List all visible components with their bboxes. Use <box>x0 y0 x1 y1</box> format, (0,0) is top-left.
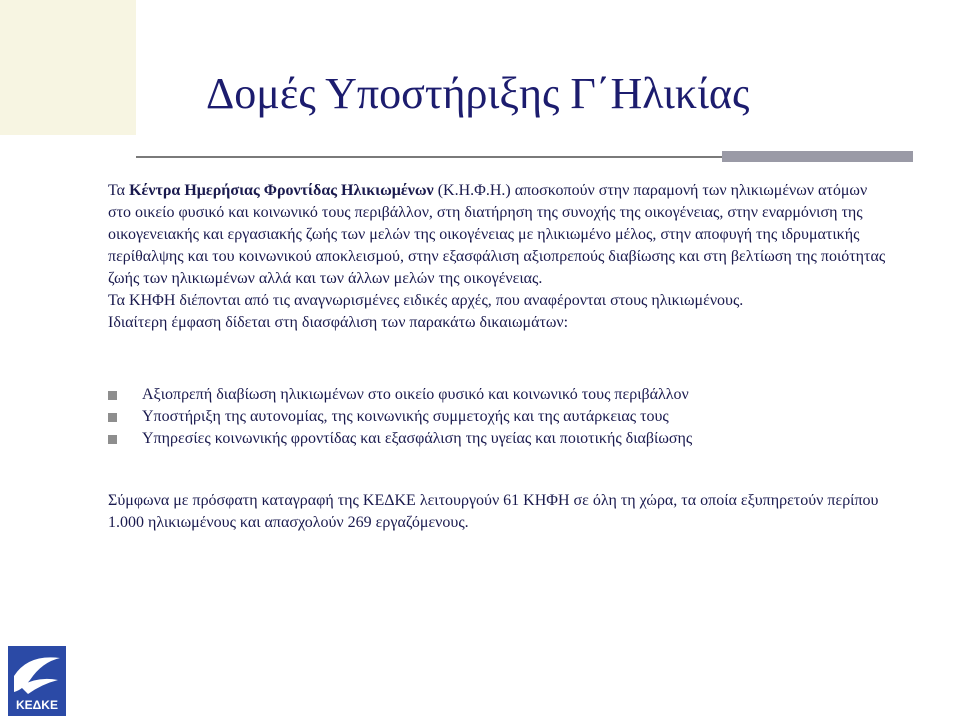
bullet-square-icon <box>108 391 117 400</box>
rights-list <box>108 384 888 450</box>
list-item <box>108 406 888 428</box>
list-item-text: Υπηρεσίες κοινωνικής φροντίδας και εξασφάλιση της υγείας και ποιοτικής διαβίωσης <box>142 430 693 447</box>
slide-title: Δομές Υποστήριξης Γ΄Ηλικίας <box>206 69 750 118</box>
intro-rest: (Κ.Η.Φ.Η.) αποσκοπούν στην παραμονή των ηλικιωμένων ατόμων στο οικείο φυσικό και κοινωνικό τους περιβάλλον, στη διατήρηση της συνοχής της οικογένειας, στην εναρμόνιση της οικογενειακής και εργασιακής ζωής των μελών της οικογένειας με ηλικιωμένο μέλος, στην αποφυγή της ιδρυματικής περίθαλψης και του κοινωνικού αποκλεισμού, στην εξασφάλιση αξιοπρεπούς διαβίωσης και στη βελτίωση της ποιότητας ζωής των ηλικιωμένων αλλά και των άλλων μελών της οικογένειας. <box>108 182 886 287</box>
title-rule-accent <box>722 151 913 162</box>
list-item-text: Αξιοπρεπή διαβίωση ηλικιωμένων στο οικείο φυσικό και κοινωνικό τους περιβάλλον <box>142 386 689 403</box>
principles-paragraph: Τα ΚΗΦΗ διέπονται από τις αναγνωρισμένες ειδικές αρχές, που αναφέρονται στους ηλικιωμένους. <box>108 292 744 309</box>
bullet-square-icon <box>108 413 117 422</box>
rights-intro-paragraph: Ιδιαίτερη έμφαση δίδεται στη διασφάλιση των παρακάτω δικαιωμάτων: <box>108 314 569 331</box>
kedke-logo-icon <box>8 646 66 716</box>
body-text <box>108 180 888 334</box>
list-item-text: Υποστήριξη της αυτονομίας, της κοινωνικής συμμετοχής και της αυτάρκειας τους <box>142 408 669 425</box>
intro-prefix: Τα <box>108 182 130 199</box>
intro-bold-term: Κέντρα Ημερήσιας Φροντίδας Ηλικιωμένων <box>129 182 434 199</box>
decorative-left-band <box>0 0 136 135</box>
kedke-logo <box>8 646 66 716</box>
intro-paragraph <box>108 180 888 290</box>
list-item <box>108 384 888 406</box>
list-item <box>108 428 888 450</box>
closing-paragraph: Σύμφωνα με πρόσφατη καταγραφή της ΚΕΔΚΕ λειτουργούν 61 ΚΗΦΗ σε όλη τη χώρα, τα οποία εξυπηρετούν περίπου 1.000 ηλικιωμένους και απασχολούν 269 εργαζόμενους. <box>108 492 879 531</box>
svg-text:ΚΕΔΚΕ: ΚΕΔΚΕ <box>16 698 58 712</box>
bullet-square-icon <box>108 435 117 444</box>
